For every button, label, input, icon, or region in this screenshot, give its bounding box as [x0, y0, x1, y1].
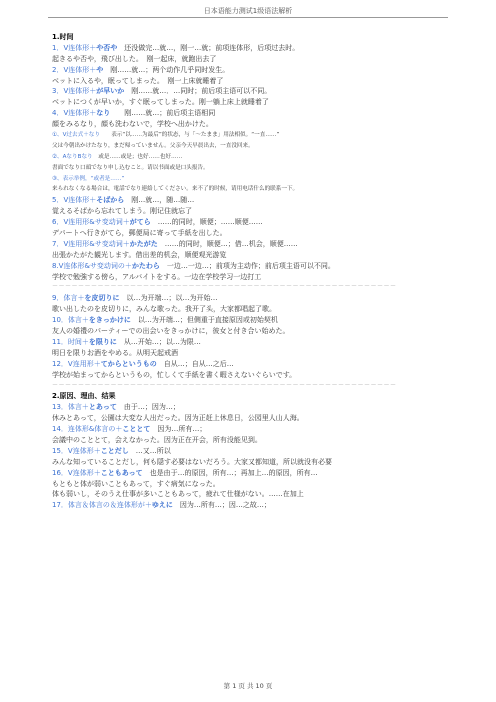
entry-pattern: 11．时间＋ [52, 337, 89, 346]
entry-pattern: 16．V连体形＋ [52, 468, 101, 477]
grammar-entry [52, 130, 462, 141]
grammar-entry [52, 468, 462, 479]
entry-pattern: ①、V过去式＋なり [52, 132, 100, 139]
entry-pattern: 6．V连用形&サ变动词＋ [52, 218, 130, 227]
entry-keyword: ことだし [100, 446, 129, 455]
entry-keyword: ゆえに [151, 501, 173, 510]
entry-keyword: かたわら [131, 261, 160, 270]
entry-keyword: かたがた [129, 239, 158, 248]
entry-pattern: 8.V连体形&サ变动词の＋ [52, 261, 132, 270]
section-heading: 1.时间 [52, 33, 74, 41]
entry-pattern: 14．连体形&体言の＋ [52, 425, 123, 434]
entry-meaning: 因为…所有…；因…之故…； [172, 501, 271, 510]
grammar-entry [52, 446, 462, 457]
grammar-entry [52, 337, 462, 348]
document-body [52, 32, 462, 511]
entry-pattern: 3．V连体形＋ [52, 87, 97, 96]
entry-keyword: や [96, 65, 104, 74]
example-sentence: 学校が始まってからというもの，忙しくて手紙を書く暇さえないぐらいです。 [52, 370, 297, 379]
entry-pattern: ②、AなりBなり [52, 153, 93, 160]
entry-pattern: 4．V连体形＋ [52, 109, 97, 118]
example-sentence: 友人の婚禮のパーティーでの出会いをきっかけに，彼女と付き合い始めた。 [52, 327, 290, 336]
example-sentence: ベットに入るや，眠ってしまった。 刚一上床就睡着了 [52, 76, 224, 85]
entry-keyword: や否や [96, 43, 118, 52]
entry-keyword: をきっかけに [88, 316, 131, 325]
entry-pattern: 1．V连体形＋ [52, 43, 97, 52]
entry-pattern: 9．体言＋ [52, 294, 85, 303]
grammar-entry [52, 86, 462, 97]
entry-meaning: 刚…就…，随…随… [124, 196, 195, 205]
entry-keyword: がてら [129, 218, 151, 227]
entry-meaning: 从…开始…；以…为限… [116, 337, 201, 346]
grammar-entry [52, 500, 462, 511]
entry-meaning: …又…所以 [128, 446, 171, 455]
example-sentence: 父は今朝出かけたなり，まだ帰っていません。父亲今天早晨出去，一直没回来。 [52, 142, 254, 149]
entry-meaning: 因为…所有…； [150, 425, 207, 434]
entry-pattern: 13．体言＋ [52, 403, 89, 412]
entry-meaning: 一边…一边…；前项为主动作；前后项主语可以不同。 [159, 261, 335, 270]
grammar-entry [52, 43, 462, 54]
entry-pattern: 10．体言＋ [52, 316, 89, 325]
example-sentence: もともと体が弱いこともあって，すぐ病気になった。 [52, 479, 220, 488]
grammar-entry [52, 402, 462, 413]
entry-meaning: 还没做完…就…，刚一…就；前项连体形，后项过去时。 [117, 43, 300, 52]
grammar-entry [52, 65, 462, 76]
example-sentence: 来られなくなる場合は，電話でなり連絡してください。来不了的时候，请用电话什么的联系一下。 [52, 186, 299, 193]
dashed-divider: －－－－－－－－－－－－－－－－－－－－－－－－－－－－－－－－－－－－－－－－－－－－－－－－－－－－－ [52, 381, 397, 389]
entry-meaning: 或是……或是；也好……也好…… [92, 153, 183, 160]
entry-pattern: 7．V连用形&サ变动词＋ [52, 239, 130, 248]
page-header: 日本语能力测试1级语法解析 [203, 7, 293, 15]
entry-keyword: を限りに [88, 337, 117, 346]
example-sentence: 顔をみるなり，顔も洗わないで，学校へ出かけた。 [52, 120, 213, 129]
entry-meaning: 刚……就…；前后项主语相同 [110, 109, 216, 118]
entry-pattern: 15．V连体形＋ [52, 446, 101, 455]
header-divider [48, 17, 448, 18]
grammar-entry [52, 152, 462, 163]
example-sentence: みんな知っていることだし，何も隠す必要はないだろう。大家又都知道，所以就没有必要 [52, 457, 332, 466]
entry-pattern: 5．V连体形＋ [52, 196, 97, 205]
entry-meaning: 自从…；自从…之后… [156, 359, 234, 368]
grammar-entry [52, 195, 462, 206]
entry-keyword: を皮切りに [84, 294, 120, 303]
grammar-entry [52, 315, 462, 326]
grammar-entry [52, 359, 462, 370]
grammar-entry [52, 217, 462, 228]
example-sentence: 休みとあって，公園は大変な人出だった。因为正赶上休息日，公园里人山人海。 [52, 414, 304, 423]
grammar-entry [52, 108, 462, 119]
page-footer: 第 1 页 共 10 页 [223, 682, 273, 690]
entry-meaning: 以…为开端…；但侧重于直接原因或初始契机 [130, 316, 278, 325]
entry-meaning: 表示“以……为最后”的状态，与「～たまま」用法相似。“一直……” [100, 132, 280, 139]
grammar-entry [52, 424, 462, 435]
dashed-divider: －－－－－－－－－－－－－－－－－－－－－－－－－－－－－－－－－－－－－－－－－－－－－－－－－－－－－ [52, 283, 397, 291]
grammar-entry [52, 293, 462, 304]
grammar-entry [52, 261, 462, 272]
example-sentence: 明日を限りお酒をやめる。从明天起戒酒 [52, 348, 178, 357]
grammar-entry [52, 174, 462, 185]
entry-keyword: こともあって [100, 468, 143, 477]
entry-meaning: ……的同时，顺便…；借…机会，顺便…… [157, 239, 298, 248]
entry-meaning: 刚……就…．…同时；前后项主语可以不同。 [124, 87, 272, 96]
example-sentence: ベットにつくが早いか，すぐ眠ってしまった。刚一躺上床上就睡着了 [52, 98, 269, 107]
example-sentence: 学校で勉強する傍ら，アルバイトをする。一边在学校学习一边打工 [52, 272, 262, 281]
entry-keyword: そばから [96, 196, 125, 205]
section-heading: 2.原因、理由、结果 [52, 392, 116, 401]
example-sentence: 出張かたがた観光します。借出差的机会，顺便观光游览 [52, 250, 227, 259]
entry-meaning: 也是由于…的原因，所有…；再加上…的原因，所有… [142, 468, 318, 477]
entry-pattern: 17．体言＆体言の＆连体形が＋ [52, 501, 152, 510]
grammar-entry [52, 239, 462, 250]
entry-pattern: ③、表示举例，“或者是……” [52, 175, 125, 182]
entry-meaning: 刚……就…；两个动作几乎同时发生。 [103, 65, 230, 74]
example-sentence: 体も弱いし，そのうえ仕事が多いこともあって，疲れて仕様がない。……在加上 [52, 490, 304, 499]
entry-meaning: ……的同时，顺便；……顺便…… [150, 218, 263, 227]
example-sentence: 歌い出したのを皮切りに，みんな歌った。我开了头，大家都唱起了歌。 [52, 305, 276, 314]
entry-keyword: なり [96, 109, 111, 118]
example-sentence: 覚えるそばから忘れてしまう。刚记住就忘了 [52, 207, 192, 216]
example-sentence: 書面でなり口頭でなり申し込むこと。请以书面或是口头报告。 [52, 164, 209, 171]
entry-meaning: 由于…；因为…； [116, 403, 180, 412]
entry-pattern: 12．V连用形＋ [52, 359, 101, 368]
entry-keyword: が早いか [96, 87, 125, 96]
entry-keyword: とあって [88, 403, 117, 412]
example-sentence: 起きるや否や，飛び出した。 刚一起床，就跑出去了 [52, 54, 217, 63]
example-sentence: 会議中のこととて，会えなかった。因为正在开会，所有没能见到。 [52, 435, 262, 444]
entry-keyword: てからというもの [100, 359, 157, 368]
entry-pattern: 2．V连体形＋ [52, 65, 97, 74]
entry-meaning: 以…为开端…；以…为开始… [119, 294, 218, 303]
entry-keyword: こととて [122, 425, 151, 434]
example-sentence: デパートへ行きがてら，郵便局に寄って手紙を出した。 [52, 229, 227, 238]
